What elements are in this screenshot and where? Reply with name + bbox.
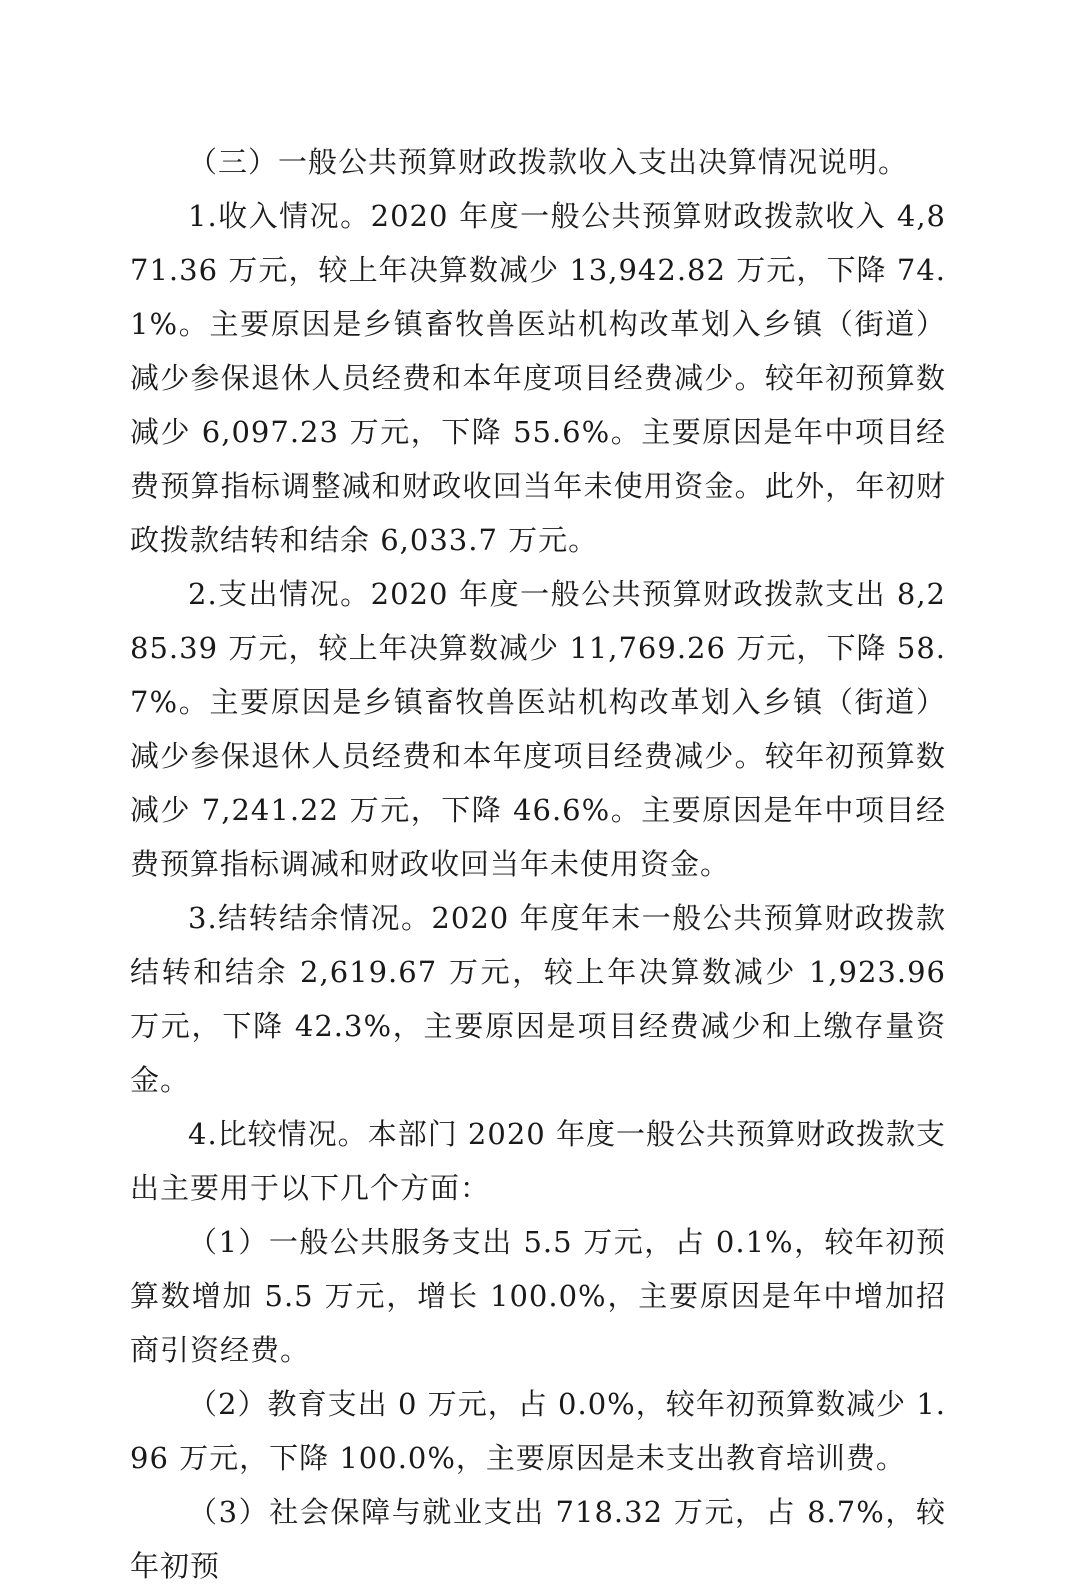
item-education: （2）教育支出 0 万元，占 0.0%，较年初预算数减少 1.96 万元，下降 100.0%，主要原因是未支出教育培训费。	[130, 1387, 946, 1475]
document-body	[130, 135, 946, 1593]
section-heading: （三）一般公共预算财政拨款收入支出决算情况说明。	[188, 145, 909, 179]
expenditure-paragraph: 2.支出情况。2020 年度一般公共预算财政拨款支出 8,285.39 万元，较上年决算数减少 11,769.26 万元，下降 58.7%。主要原因是乡镇畜牧兽医站机构改革划入乡镇（街道）减少参保退休人员经费和本年度项目经费减少。较年初预算数减少 7,241.22 万元，下降 46.6%。主要原因是年中项目经费预算指标调减和财政收回当年未使用资金。	[130, 577, 946, 881]
item-social-security: （3）社会保障与就业支出 718.32 万元，占 8.7%，较年初预	[130, 1495, 946, 1583]
item-general-public-services: （1）一般公共服务支出 5.5 万元，占 0.1%，较年初预算数增加 5.5 万元，增长 100.0%，主要原因是年中增加招商引资经费。	[130, 1225, 946, 1367]
income-paragraph: 1.收入情况。2020 年度一般公共预算财政拨款收入 4,871.36 万元，较上年决算数减少 13,942.82 万元，下降 74.1%。主要原因是乡镇畜牧兽医站机构改革划入乡镇（街道）减少参保退休人员经费和本年度项目经费减少。较年初预算数减少 6,097.23 万元，下降 55.6%。主要原因是年中项目经费预算指标调整减和财政收回当年未使用资金。此外，年初财政拨款结转和结余 6,033.7 万元。	[130, 199, 946, 557]
comparison-paragraph: 4.比较情况。本部门 2020 年度一般公共预算财政拨款支出主要用于以下几个方面：	[130, 1117, 946, 1205]
carryover-paragraph: 3.结转结余情况。2020 年度年末一般公共预算财政拨款结转和结余 2,619.67 万元，较上年决算数减少 1,923.96 万元，下降 42.3%，主要原因是项目经费减少和上缴存量资金。	[130, 901, 946, 1097]
